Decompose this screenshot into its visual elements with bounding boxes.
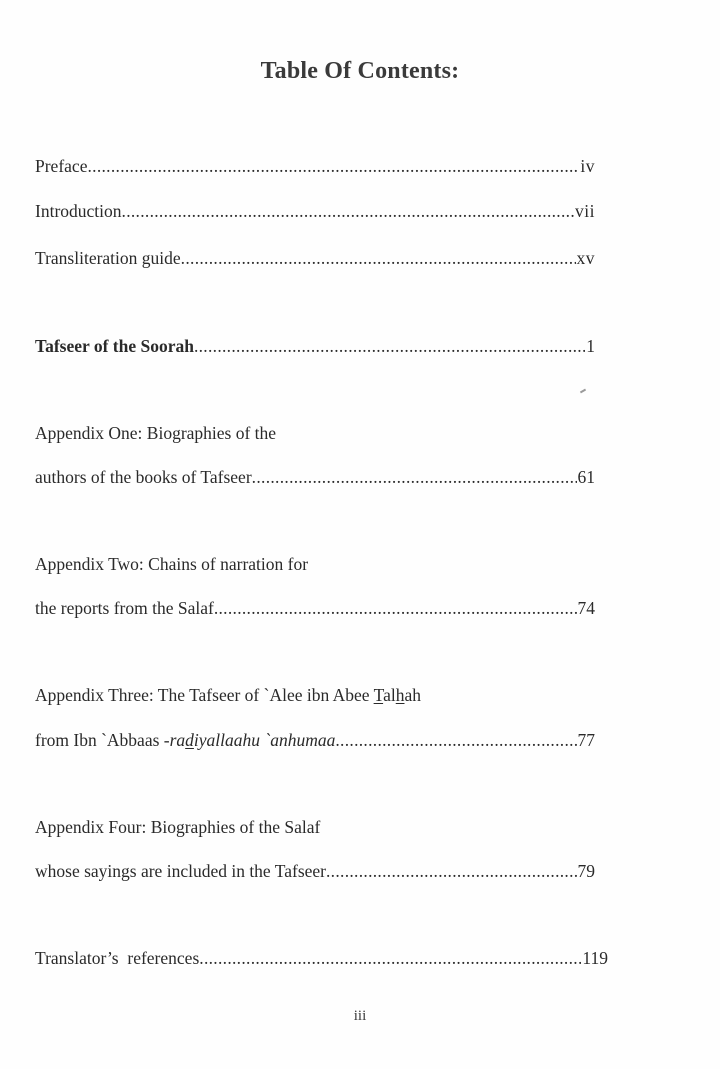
toc-page-number: 74	[577, 598, 595, 618]
dot-leader	[122, 200, 575, 222]
transliteration-underlined-letter: h	[395, 685, 405, 705]
scan-speck	[580, 389, 586, 394]
toc-entry-introduction[interactable]	[35, 200, 595, 222]
italic-segment: iyallaahu `anhumaa	[193, 730, 336, 750]
toc-entry-label: Introduction	[35, 201, 122, 221]
toc-entry-appendix-three-line1[interactable]	[35, 684, 421, 706]
toc-page-number: 79	[577, 861, 595, 881]
toc-entry-label: Tafseer of the Soorah	[35, 336, 194, 356]
italic-segment: ra	[169, 730, 186, 750]
toc-entry-label: Preface	[35, 156, 88, 176]
dot-leader	[335, 729, 576, 751]
toc-page-number: 77	[577, 730, 595, 750]
dot-leader	[87, 155, 579, 177]
toc-page-number: vii	[575, 201, 595, 221]
text-segment: ah	[404, 685, 422, 705]
toc-entry-label: Transliteration guide	[35, 248, 181, 268]
text-segment: from Ibn `Abbaas -	[35, 730, 170, 750]
transliteration-underlined-letter: T	[373, 685, 384, 705]
toc-page-number: 61	[577, 467, 595, 487]
toc-page-number: 119	[582, 948, 608, 968]
dot-leader	[181, 247, 576, 269]
toc-entry-preface[interactable]	[35, 155, 595, 177]
dot-leader	[214, 597, 577, 619]
toc-entry-appendix-one[interactable]	[35, 466, 595, 488]
page-title: Table Of Contents:	[260, 58, 460, 84]
toc-entry-label: authors of the books of Tafseer	[35, 467, 252, 487]
dot-leader	[194, 335, 585, 357]
dot-leader	[252, 466, 577, 488]
toc-page-number: iv	[580, 156, 595, 176]
toc-entry-appendix-two[interactable]	[35, 597, 595, 619]
toc-entry-appendix-four-line1[interactable]: Appendix Four: Biographies of the Salaf	[35, 817, 321, 837]
toc-entry-translators-references[interactable]	[35, 947, 608, 969]
toc-page-number: xv	[576, 248, 595, 268]
toc-entry-tafseer-of-the-soorah[interactable]	[35, 335, 595, 357]
toc-entry-transliteration-guide[interactable]	[35, 247, 595, 269]
toc-entry-appendix-two-line1[interactable]: Appendix Two: Chains of narration for	[35, 554, 309, 574]
toc-page-number: 1	[586, 336, 595, 356]
transliteration-underlined-letter: d	[185, 730, 194, 750]
text-segment: al	[383, 685, 396, 705]
text-segment: Appendix Three: The Tafseer of `Alee ibn Abee	[35, 685, 374, 705]
toc-entry-label: Translator’s references	[35, 948, 200, 968]
toc-entry-appendix-three[interactable]	[35, 729, 595, 751]
toc-entry-label: whose sayings are included in the Tafseer	[35, 861, 326, 881]
dot-leader	[199, 947, 581, 969]
toc-entry-label: the reports from the Salaf	[35, 598, 214, 618]
page-number: iii	[353, 1008, 367, 1024]
dot-leader	[326, 860, 577, 882]
toc-entry-appendix-one-line1[interactable]: Appendix One: Biographies of the	[35, 423, 277, 443]
toc-entry-label	[35, 729, 335, 751]
toc-entry-appendix-four[interactable]	[35, 860, 595, 882]
